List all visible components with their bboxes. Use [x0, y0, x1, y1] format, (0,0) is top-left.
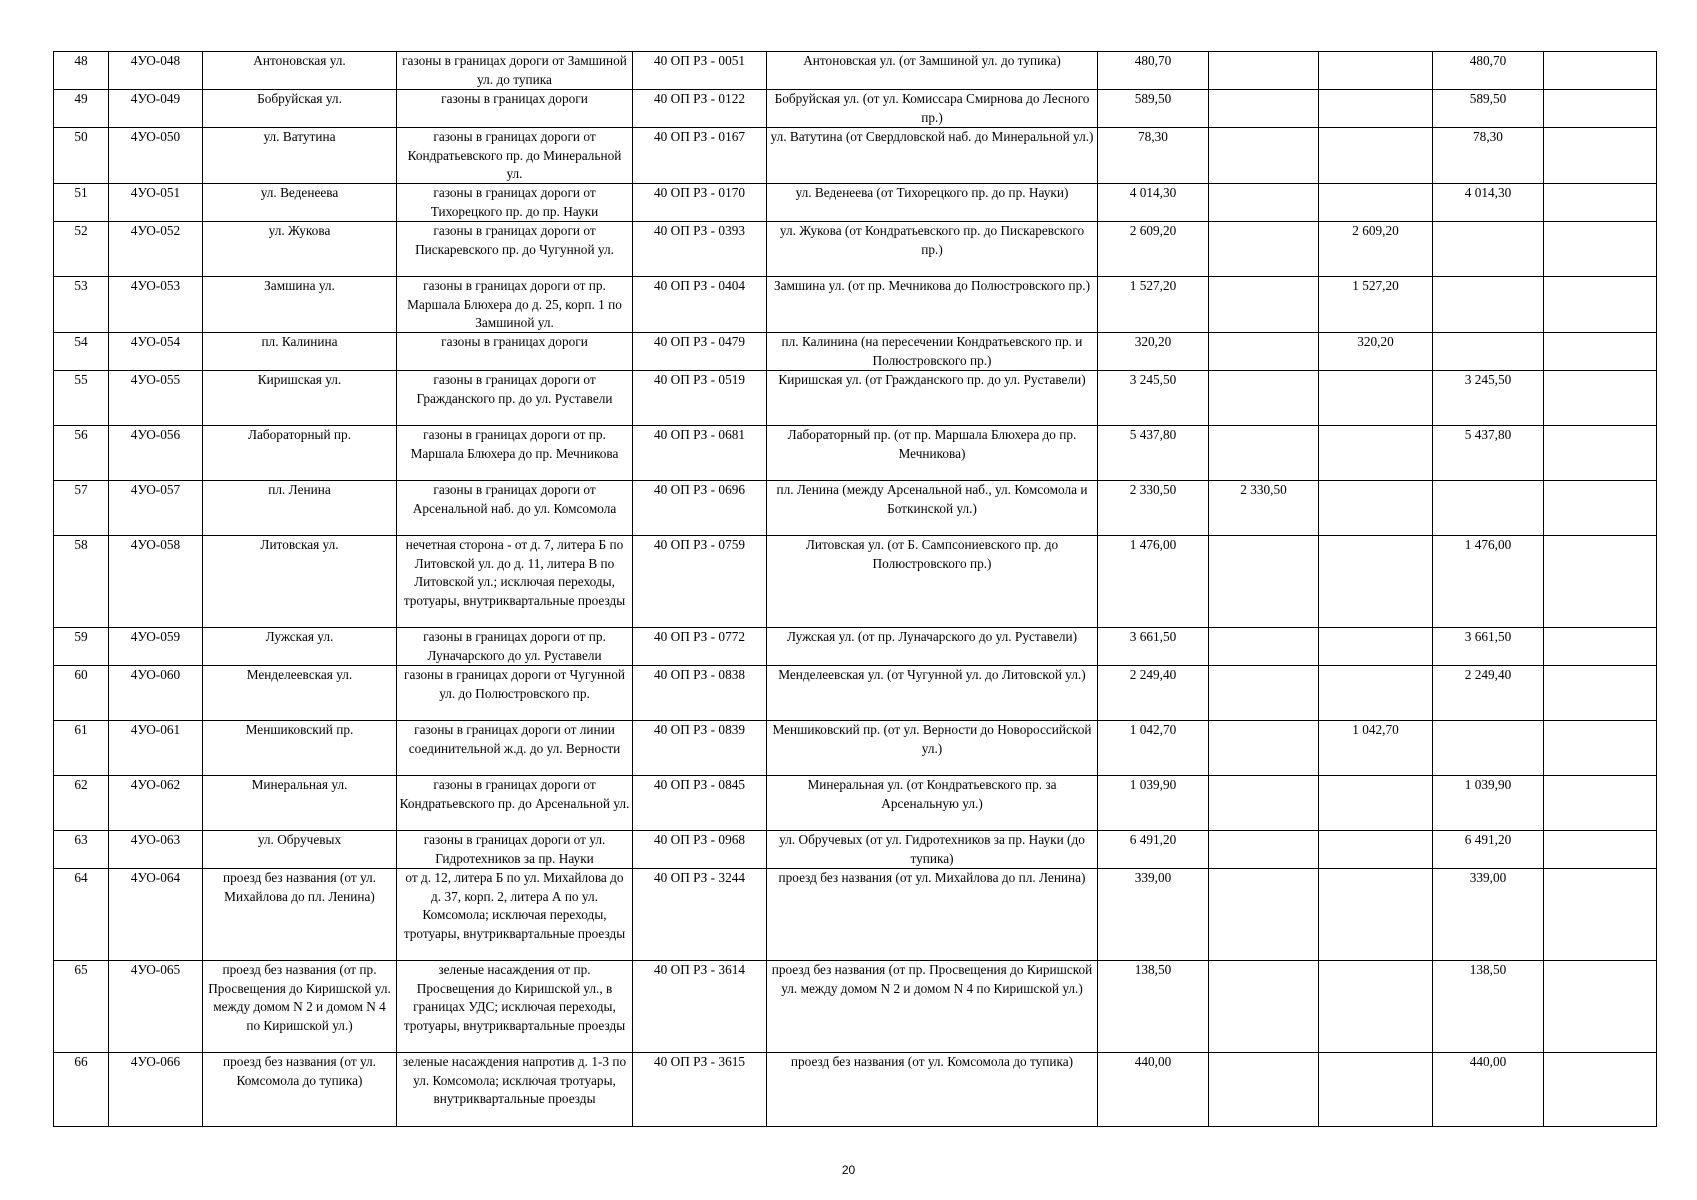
- object-code-cell: 4УО-057: [109, 481, 203, 536]
- row-number-cell: 64: [54, 869, 109, 961]
- road-description-cell: Лабораторный пр. (от пр. Маршала Блюхера до пр. Мечникова): [767, 426, 1098, 481]
- green-zones-table: [53, 51, 1657, 1127]
- zone-description-cell: газоны в границах дороги от пр. Маршала Блюхера до пр. Мечникова: [397, 426, 633, 481]
- area-total-cell: 1 527,20: [1098, 277, 1209, 333]
- table-row: [54, 961, 1657, 1053]
- street-name-cell: Бобруйская ул.: [203, 90, 397, 128]
- area-col-1-cell: [1209, 52, 1319, 90]
- object-code-cell: 4УО-060: [109, 666, 203, 721]
- area-total-cell: 4 014,30: [1098, 184, 1209, 222]
- area-col-1-cell: [1209, 721, 1319, 776]
- area-total-cell: 1 042,70: [1098, 721, 1209, 776]
- area-col-4-cell: [1544, 481, 1657, 536]
- area-col-4-cell: [1544, 184, 1657, 222]
- area-col-3-cell: 3 245,50: [1433, 371, 1544, 426]
- area-col-3-cell: 2 249,40: [1433, 666, 1544, 721]
- area-col-3-cell: 3 661,50: [1433, 628, 1544, 666]
- row-number-cell: 57: [54, 481, 109, 536]
- area-col-4-cell: [1544, 1053, 1657, 1127]
- area-col-2-cell: [1319, 666, 1433, 721]
- road-description-cell: ул. Ватутина (от Свердловской наб. до Минеральной ул.): [767, 128, 1098, 184]
- area-col-4-cell: [1544, 776, 1657, 831]
- road-description-cell: Бобруйская ул. (от ул. Комиссара Смирнова до Лесного пр.): [767, 90, 1098, 128]
- area-col-1-cell: [1209, 776, 1319, 831]
- road-description-cell: Литовская ул. (от Б. Сампсониевского пр. до Полюстровского пр.): [767, 536, 1098, 628]
- area-total-cell: 480,70: [1098, 52, 1209, 90]
- row-number-cell: 48: [54, 52, 109, 90]
- area-total-cell: 3 661,50: [1098, 628, 1209, 666]
- area-col-3-cell: 138,50: [1433, 961, 1544, 1053]
- area-col-2-cell: 320,20: [1319, 333, 1433, 371]
- area-col-4-cell: [1544, 371, 1657, 426]
- road-description-cell: ул. Веденеева (от Тихорецкого пр. до пр. Науки): [767, 184, 1098, 222]
- street-name-cell: ул. Веденеева: [203, 184, 397, 222]
- row-number-cell: 56: [54, 426, 109, 481]
- object-code-cell: 4УО-062: [109, 776, 203, 831]
- area-col-1-cell: [1209, 536, 1319, 628]
- road-id-cell: 40 ОП РЗ - 0696: [633, 481, 767, 536]
- road-id-cell: 40 ОП РЗ - 0759: [633, 536, 767, 628]
- table-row: [54, 481, 1657, 536]
- zone-description-cell: газоны в границах дороги: [397, 333, 633, 371]
- object-code-cell: 4УО-049: [109, 90, 203, 128]
- area-col-3-cell: 589,50: [1433, 90, 1544, 128]
- object-code-cell: 4УО-056: [109, 426, 203, 481]
- zone-description-cell: газоны в границах дороги от линии соединительной ж.д. до ул. Верности: [397, 721, 633, 776]
- street-name-cell: Антоновская ул.: [203, 52, 397, 90]
- road-id-cell: 40 ОП РЗ - 3244: [633, 869, 767, 961]
- row-number-cell: 52: [54, 222, 109, 277]
- area-total-cell: 5 437,80: [1098, 426, 1209, 481]
- area-col-2-cell: 2 609,20: [1319, 222, 1433, 277]
- area-total-cell: 6 491,20: [1098, 831, 1209, 869]
- road-id-cell: 40 ОП РЗ - 0479: [633, 333, 767, 371]
- object-code-cell: 4УО-055: [109, 371, 203, 426]
- zone-description-cell: газоны в границах дороги от Замшиной ул. до тупика: [397, 52, 633, 90]
- road-description-cell: ул. Обручевых (от ул. Гидротехников за пр. Науки (до тупика): [767, 831, 1098, 869]
- table-row: [54, 721, 1657, 776]
- area-col-3-cell: 5 437,80: [1433, 426, 1544, 481]
- road-description-cell: Меншиковский пр. (от ул. Верности до Новороссийской ул.): [767, 721, 1098, 776]
- area-col-1-cell: [1209, 831, 1319, 869]
- road-id-cell: 40 ОП РЗ - 0968: [633, 831, 767, 869]
- area-col-1-cell: [1209, 222, 1319, 277]
- road-description-cell: Менделеевская ул. (от Чугунной ул. до Литовской ул.): [767, 666, 1098, 721]
- row-number-cell: 62: [54, 776, 109, 831]
- zone-description-cell: газоны в границах дороги от пр. Луначарского до ул. Руставели: [397, 628, 633, 666]
- street-name-cell: Киришская ул.: [203, 371, 397, 426]
- area-col-3-cell: 1 039,90: [1433, 776, 1544, 831]
- road-description-cell: проезд без названия (от ул. Комсомола до тупика): [767, 1053, 1098, 1127]
- area-col-3-cell: [1433, 277, 1544, 333]
- object-code-cell: 4УО-059: [109, 628, 203, 666]
- zone-description-cell: газоны в границах дороги от пр. Маршала Блюхера до д. 25, корп. 1 по Замшиной ул.: [397, 277, 633, 333]
- zone-description-cell: газоны в границах дороги от ул. Гидротехников за пр. Науки: [397, 831, 633, 869]
- area-col-3-cell: 1 476,00: [1433, 536, 1544, 628]
- data-table-container: [53, 51, 1656, 1127]
- table-row: [54, 869, 1657, 961]
- street-name-cell: ул. Жукова: [203, 222, 397, 277]
- table-row: [54, 776, 1657, 831]
- area-col-3-cell: [1433, 481, 1544, 536]
- object-code-cell: 4УО-061: [109, 721, 203, 776]
- road-id-cell: 40 ОП РЗ - 0839: [633, 721, 767, 776]
- street-name-cell: Лабораторный пр.: [203, 426, 397, 481]
- area-col-4-cell: [1544, 961, 1657, 1053]
- area-col-4-cell: [1544, 277, 1657, 333]
- road-id-cell: 40 ОП РЗ - 3614: [633, 961, 767, 1053]
- area-col-2-cell: [1319, 776, 1433, 831]
- zone-description-cell: газоны в границах дороги от Арсенальной наб. до ул. Комсомола: [397, 481, 633, 536]
- row-number-cell: 58: [54, 536, 109, 628]
- area-col-2-cell: [1319, 1053, 1433, 1127]
- area-col-4-cell: [1544, 536, 1657, 628]
- area-col-2-cell: [1319, 426, 1433, 481]
- area-total-cell: 440,00: [1098, 1053, 1209, 1127]
- area-col-3-cell: 6 491,20: [1433, 831, 1544, 869]
- row-number-cell: 61: [54, 721, 109, 776]
- area-total-cell: 2 609,20: [1098, 222, 1209, 277]
- area-col-2-cell: [1319, 52, 1433, 90]
- row-number-cell: 59: [54, 628, 109, 666]
- table-row: [54, 426, 1657, 481]
- area-col-1-cell: [1209, 961, 1319, 1053]
- area-col-4-cell: [1544, 90, 1657, 128]
- table-row: [54, 128, 1657, 184]
- table-row: [54, 333, 1657, 371]
- road-description-cell: ул. Жукова (от Кондратьевского пр. до Пискаревского пр.): [767, 222, 1098, 277]
- road-description-cell: проезд без названия (от ул. Михайлова до пл. Ленина): [767, 869, 1098, 961]
- area-col-4-cell: [1544, 333, 1657, 371]
- area-col-4-cell: [1544, 128, 1657, 184]
- street-name-cell: пл. Ленина: [203, 481, 397, 536]
- area-col-2-cell: [1319, 184, 1433, 222]
- area-col-3-cell: 78,30: [1433, 128, 1544, 184]
- area-total-cell: 1 039,90: [1098, 776, 1209, 831]
- object-code-cell: 4УО-052: [109, 222, 203, 277]
- row-number-cell: 50: [54, 128, 109, 184]
- zone-description-cell: от д. 12, литера Б по ул. Михайлова до д. 37, корп. 2, литера А по ул. Комсомола; исключая переходы, тротуары, внутриквартальные проезды: [397, 869, 633, 961]
- area-col-3-cell: [1433, 222, 1544, 277]
- row-number-cell: 54: [54, 333, 109, 371]
- area-total-cell: 78,30: [1098, 128, 1209, 184]
- object-code-cell: 4УО-065: [109, 961, 203, 1053]
- road-description-cell: пл. Калинина (на пересечении Кондратьевского пр. и Полюстровского пр.): [767, 333, 1098, 371]
- area-col-1-cell: 2 330,50: [1209, 481, 1319, 536]
- object-code-cell: 4УО-064: [109, 869, 203, 961]
- area-col-3-cell: [1433, 333, 1544, 371]
- zone-description-cell: зеленые насаждения от пр. Просвещения до Киришской ул., в границах УДС; исключая переходы, тротуары, внутриквартальные проезды: [397, 961, 633, 1053]
- area-col-2-cell: 1 042,70: [1319, 721, 1433, 776]
- street-name-cell: проезд без названия (от ул. Комсомола до тупика): [203, 1053, 397, 1127]
- road-description-cell: проезд без названия (от пр. Просвещения до Киришской ул. между домом N 2 и домом N 4 по Киришской ул.): [767, 961, 1098, 1053]
- area-col-3-cell: 440,00: [1433, 1053, 1544, 1127]
- zone-description-cell: газоны в границах дороги от Гражданского пр. до ул. Руставели: [397, 371, 633, 426]
- area-col-1-cell: [1209, 371, 1319, 426]
- area-col-4-cell: [1544, 426, 1657, 481]
- area-col-2-cell: [1319, 628, 1433, 666]
- area-col-2-cell: [1319, 371, 1433, 426]
- object-code-cell: 4УО-048: [109, 52, 203, 90]
- road-description-cell: Замшина ул. (от пр. Мечникова до Полюстровского пр.): [767, 277, 1098, 333]
- zone-description-cell: газоны в границах дороги от Пискаревского пр. до Чугунной ул.: [397, 222, 633, 277]
- area-col-3-cell: 339,00: [1433, 869, 1544, 961]
- road-id-cell: 40 ОП РЗ - 0170: [633, 184, 767, 222]
- area-col-2-cell: 1 527,20: [1319, 277, 1433, 333]
- zone-description-cell: нечетная сторона - от д. 7, литера Б по Литовской ул. до д. 11, литера В по Литовской ул.; исключая переходы, тротуары, внутриквартальные проезды: [397, 536, 633, 628]
- area-col-2-cell: [1319, 831, 1433, 869]
- area-col-4-cell: [1544, 666, 1657, 721]
- object-code-cell: 4УО-053: [109, 277, 203, 333]
- street-name-cell: Литовская ул.: [203, 536, 397, 628]
- table-row: [54, 52, 1657, 90]
- road-description-cell: Лужская ул. (от пр. Луначарского до ул. Руставели): [767, 628, 1098, 666]
- area-total-cell: 1 476,00: [1098, 536, 1209, 628]
- road-id-cell: 40 ОП РЗ - 0051: [633, 52, 767, 90]
- area-col-1-cell: [1209, 277, 1319, 333]
- zone-description-cell: зеленые насаждения напротив д. 1-3 по ул. Комсомола; исключая тротуары, внутриквартальные проезды: [397, 1053, 633, 1127]
- road-description-cell: Антоновская ул. (от Замшиной ул. до тупика): [767, 52, 1098, 90]
- road-id-cell: 40 ОП РЗ - 0393: [633, 222, 767, 277]
- area-col-2-cell: [1319, 128, 1433, 184]
- zone-description-cell: газоны в границах дороги от Чугунной ул. до Полюстровского пр.: [397, 666, 633, 721]
- area-col-1-cell: [1209, 1053, 1319, 1127]
- row-number-cell: 51: [54, 184, 109, 222]
- table-row: [54, 666, 1657, 721]
- area-col-2-cell: [1319, 90, 1433, 128]
- object-code-cell: 4УО-050: [109, 128, 203, 184]
- table-row: [54, 371, 1657, 426]
- table-row: [54, 184, 1657, 222]
- area-col-4-cell: [1544, 628, 1657, 666]
- zone-description-cell: газоны в границах дороги от Кондратьевского пр. до Арсенальной ул.: [397, 776, 633, 831]
- road-id-cell: 40 ОП РЗ - 0772: [633, 628, 767, 666]
- area-col-3-cell: 4 014,30: [1433, 184, 1544, 222]
- road-description-cell: пл. Ленина (между Арсенальной наб., ул. Комсомола и Боткинской ул.): [767, 481, 1098, 536]
- area-total-cell: 2 330,50: [1098, 481, 1209, 536]
- road-id-cell: 40 ОП РЗ - 0838: [633, 666, 767, 721]
- area-total-cell: 3 245,50: [1098, 371, 1209, 426]
- street-name-cell: Минеральная ул.: [203, 776, 397, 831]
- road-id-cell: 40 ОП РЗ - 0122: [633, 90, 767, 128]
- street-name-cell: Меншиковский пр.: [203, 721, 397, 776]
- area-col-1-cell: [1209, 426, 1319, 481]
- area-col-4-cell: [1544, 52, 1657, 90]
- street-name-cell: проезд без названия (от ул. Михайлова до пл. Ленина): [203, 869, 397, 961]
- area-col-1-cell: [1209, 628, 1319, 666]
- area-col-2-cell: [1319, 869, 1433, 961]
- road-id-cell: 40 ОП РЗ - 3615: [633, 1053, 767, 1127]
- row-number-cell: 60: [54, 666, 109, 721]
- area-col-3-cell: [1433, 721, 1544, 776]
- road-description-cell: Киришская ул. (от Гражданского пр. до ул. Руставели): [767, 371, 1098, 426]
- area-col-1-cell: [1209, 184, 1319, 222]
- area-col-4-cell: [1544, 831, 1657, 869]
- area-col-2-cell: [1319, 536, 1433, 628]
- table-row: [54, 277, 1657, 333]
- area-col-1-cell: [1209, 128, 1319, 184]
- area-col-2-cell: [1319, 481, 1433, 536]
- object-code-cell: 4УО-063: [109, 831, 203, 869]
- table-row: [54, 536, 1657, 628]
- table-row: [54, 1053, 1657, 1127]
- zone-description-cell: газоны в границах дороги от Кондратьевского пр. до Минеральной ул.: [397, 128, 633, 184]
- street-name-cell: ул. Обручевых: [203, 831, 397, 869]
- zone-description-cell: газоны в границах дороги: [397, 90, 633, 128]
- street-name-cell: Замшина ул.: [203, 277, 397, 333]
- zone-description-cell: газоны в границах дороги от Тихорецкого пр. до пр. Науки: [397, 184, 633, 222]
- table-row: [54, 628, 1657, 666]
- street-name-cell: Лужская ул.: [203, 628, 397, 666]
- area-col-4-cell: [1544, 222, 1657, 277]
- area-col-2-cell: [1319, 961, 1433, 1053]
- row-number-cell: 53: [54, 277, 109, 333]
- row-number-cell: 65: [54, 961, 109, 1053]
- road-id-cell: 40 ОП РЗ - 0404: [633, 277, 767, 333]
- row-number-cell: 66: [54, 1053, 109, 1127]
- area-total-cell: 339,00: [1098, 869, 1209, 961]
- object-code-cell: 4УО-066: [109, 1053, 203, 1127]
- area-col-1-cell: [1209, 666, 1319, 721]
- road-id-cell: 40 ОП РЗ - 0681: [633, 426, 767, 481]
- area-col-4-cell: [1544, 869, 1657, 961]
- page-number: 20: [841, 1163, 856, 1177]
- area-col-1-cell: [1209, 333, 1319, 371]
- area-col-1-cell: [1209, 869, 1319, 961]
- area-total-cell: 589,50: [1098, 90, 1209, 128]
- street-name-cell: проезд без названия (от пр. Просвещения до Киришской ул. между домом N 2 и домом N 4 по Киришской ул.): [203, 961, 397, 1053]
- area-total-cell: 138,50: [1098, 961, 1209, 1053]
- row-number-cell: 63: [54, 831, 109, 869]
- table-row: [54, 831, 1657, 869]
- object-code-cell: 4УО-058: [109, 536, 203, 628]
- table-row: [54, 90, 1657, 128]
- street-name-cell: Менделеевская ул.: [203, 666, 397, 721]
- row-number-cell: 49: [54, 90, 109, 128]
- object-code-cell: 4УО-051: [109, 184, 203, 222]
- road-id-cell: 40 ОП РЗ - 0845: [633, 776, 767, 831]
- area-col-3-cell: 480,70: [1433, 52, 1544, 90]
- object-code-cell: 4УО-054: [109, 333, 203, 371]
- area-col-4-cell: [1544, 721, 1657, 776]
- area-col-1-cell: [1209, 90, 1319, 128]
- road-id-cell: 40 ОП РЗ - 0519: [633, 371, 767, 426]
- street-name-cell: ул. Ватутина: [203, 128, 397, 184]
- row-number-cell: 55: [54, 371, 109, 426]
- street-name-cell: пл. Калинина: [203, 333, 397, 371]
- area-total-cell: 320,20: [1098, 333, 1209, 371]
- road-description-cell: Минеральная ул. (от Кондратьевского пр. за Арсенальную ул.): [767, 776, 1098, 831]
- table-row: [54, 222, 1657, 277]
- road-id-cell: 40 ОП РЗ - 0167: [633, 128, 767, 184]
- area-total-cell: 2 249,40: [1098, 666, 1209, 721]
